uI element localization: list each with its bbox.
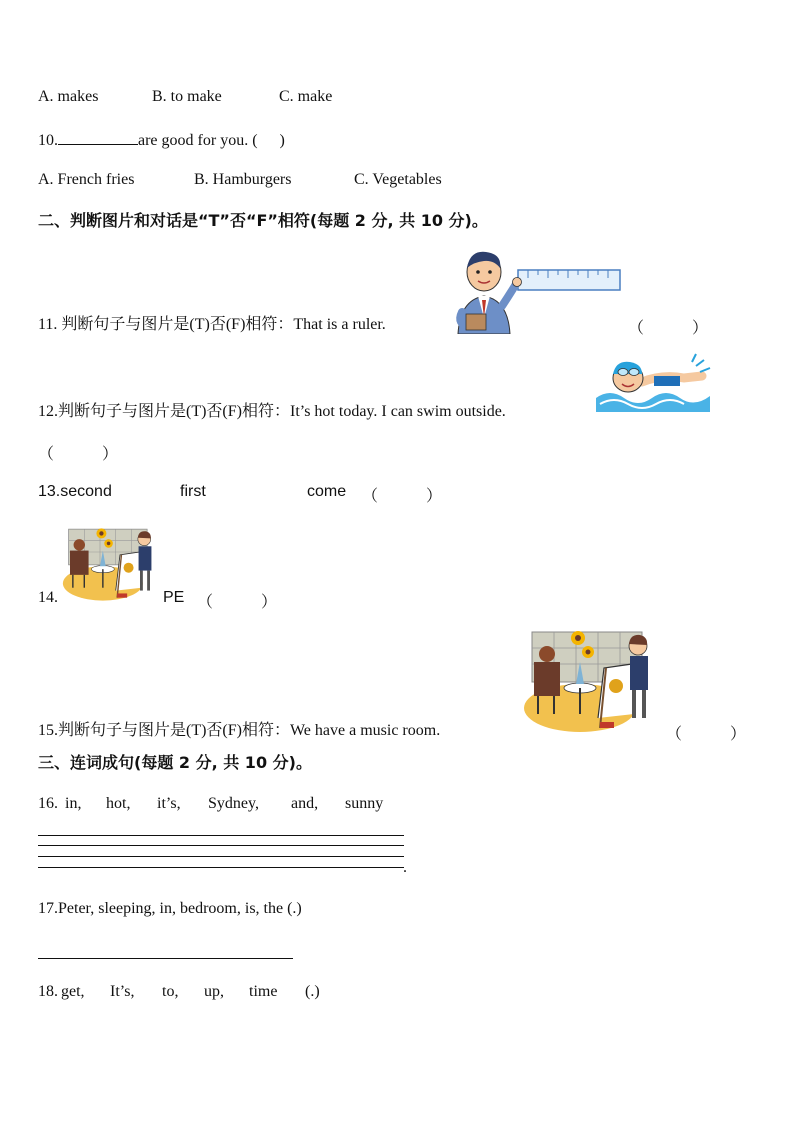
q18-word-1: get,	[61, 983, 85, 1000]
q18-word-3: to,	[162, 983, 179, 1000]
q14-answer-parens[interactable]: （ ）	[197, 594, 278, 611]
q16-answer-line-1[interactable]	[38, 835, 404, 836]
q16-word-5: and,	[291, 795, 319, 812]
q13-word-3: come	[307, 483, 347, 500]
section-3-heading: 三、连词成句(每题 2 分, 共 10 分)。	[38, 753, 312, 772]
q9-option-a: A. makes	[38, 88, 99, 105]
question-15: 15.判断句子与图片是(T)否(F)相符：We have a music room.	[38, 722, 441, 739]
q10-text: are good for you. (	[138, 132, 258, 149]
q14-word: PE	[163, 589, 185, 606]
q18-word-2: It’s,	[110, 983, 135, 1000]
q10-option-c: C. Vegetables	[354, 171, 442, 188]
q16-word-2: hot,	[106, 795, 131, 812]
q13-word-1: 13.second	[38, 483, 112, 500]
q11-answer-parens[interactable]: （ ）	[628, 320, 709, 337]
art-room-image-small	[60, 518, 160, 606]
q16-period: .	[403, 859, 407, 876]
teacher-ruler-image	[450, 248, 625, 334]
q16-answer-line-4[interactable]	[38, 867, 404, 868]
q18-word-5: time	[249, 983, 278, 1000]
swimmer-image	[592, 352, 714, 414]
q16-word-4: Sydney,	[208, 795, 259, 812]
q9-option-c: C. make	[279, 88, 333, 105]
question-10	[38, 130, 285, 151]
q14-number: 14.	[38, 589, 58, 606]
question-17: 17.Peter, sleeping, in, bedroom, is, the (.)	[38, 900, 302, 917]
q10-option-b: B. Hamburgers	[194, 171, 292, 188]
q13-answer-parens[interactable]: （ ）	[362, 488, 443, 505]
q10-paren-close: )	[279, 132, 285, 149]
q12-answer-parens[interactable]: （ ）	[38, 446, 119, 463]
q16-answer-line-3[interactable]	[38, 856, 404, 857]
q16-word-6: sunny	[345, 795, 384, 812]
question-11: 11. 判断句子与图片是(T)否(F)相符：That is a ruler.	[38, 316, 386, 333]
q15-answer-parens[interactable]: （ ）	[666, 726, 747, 743]
q13-word-2: first	[180, 483, 206, 500]
q18-number: 18.	[38, 983, 58, 1000]
art-room-image-large	[515, 618, 665, 738]
q17-answer-line[interactable]	[38, 958, 293, 959]
q10-number: 10.	[38, 132, 58, 149]
q16-word-3: it’s,	[157, 795, 181, 812]
section-2-heading: 二、判断图片和对话是“T”否“F”相符(每题 2 分, 共 10 分)。	[38, 211, 488, 230]
q9-option-b: B. to make	[152, 88, 222, 105]
q10-option-a: A. French fries	[38, 171, 135, 188]
q18-word-6: (.)	[305, 983, 320, 1000]
q10-blank	[58, 130, 138, 145]
q16-word-1: in,	[65, 795, 82, 812]
q16-answer-line-2[interactable]	[38, 845, 404, 846]
q18-word-4: up,	[204, 983, 224, 1000]
q16-number: 16.	[38, 795, 58, 812]
question-12: 12.判断句子与图片是(T)否(F)相符：It’s hot today. I can swim outside.	[38, 403, 506, 420]
